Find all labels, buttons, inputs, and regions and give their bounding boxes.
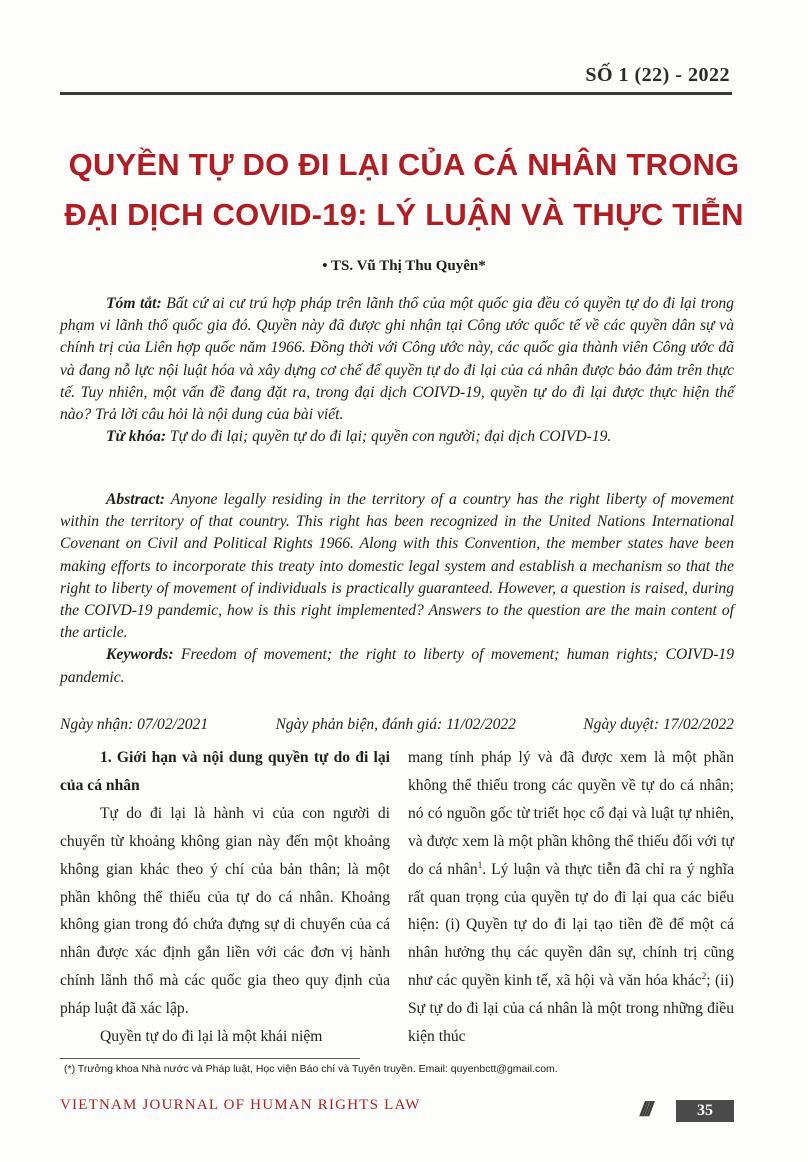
en-abstract — [60, 489, 734, 689]
left-paragraph-2: Quyền tự do đi lại là một khái niệm — [100, 1028, 323, 1046]
header-rule — [60, 92, 732, 95]
author-line: • TS. Vũ Thị Thu Quyên* — [322, 258, 486, 274]
dates-line — [60, 716, 734, 734]
issue-number: SỐ 1 (22) - 2022 — [585, 64, 730, 86]
journal-name: VIETNAM JOURNAL OF HUMAN RIGHTS LAW — [60, 1097, 421, 1113]
left-column — [60, 744, 390, 1051]
page-number: 35 — [676, 1100, 734, 1122]
date-approved: Ngày duyệt: 17/02/2022 — [583, 716, 734, 733]
footnote-ref-1[interactable]: 1 — [477, 859, 483, 870]
footnote-ref-2[interactable]: 2 — [701, 971, 707, 982]
vi-abstract-text: Bất cứ ai cư trú hợp pháp trên lãnh thổ của một quốc gia đều có quyền tự do đi lại trong phạm vi lãnh thổ quốc gia đó. Quyền này đã được ghi nhận tại Công ước quốc tế về các quyền dân sự và chính trị của Liên hợp quốc năm 1966. Đồng thời với Công ước này, các quốc gia thành viên Công ước đã và đang nỗ lực nội luật hóa và xây dựng cơ chế để quyền tự do đi lại của cá nhân được bảo đảm trên thực tế. Tuy nhiên, một vấn đề đang đặt ra, trong đại dịch COIVD-19, quyền tự do đi lại được thực hiện thế nào? Trả lời câu hỏi là nội dung của bài viết. — [60, 295, 734, 424]
footnote-rule — [60, 1058, 360, 1059]
date-received: Ngày nhận: 07/02/2021 — [60, 716, 209, 733]
left-paragraph-1: Tự do đi lại là hành vi của con người di chuyển từ khoảng không gian này đến một khoảng không gian khác theo ý chí của bản thân; là một phần không thể thiếu của tự do cá nhân. Khoảng không gian trong đó chứa đựng sự di chuyển của cá nhân được xác định gắn liền với các đơn vị hành chính lãnh thổ mà các quốc gia theo quy định của pháp luật đã xác lập. — [60, 804, 390, 1018]
vi-keywords-label: Từ khóa: — [106, 428, 167, 446]
vi-abstract — [60, 293, 734, 448]
footnote: (*) Trưởng khoa Nhà nước và Pháp luật, Học viện Báo chí và Tuyên truyền. Email: quyenbctt@gmail.com. — [64, 1063, 558, 1075]
date-reviewed: Ngày phản biện, đánh giá: 11/02/2022 — [275, 716, 516, 733]
section-heading: 1. Giới hạn và nội dung quyền tự do đi lại của cá nhân — [60, 749, 390, 794]
en-abstract-text: Anyone legally residing in the territory of a country has the right liberty of movement within the territory of that country. This right has been recognized in the United Nations International Covenant on Civil and Political Rights 1966. Along with this Convention, the member states have been making efforts to incorporate this treaty into domestic legal system and establish a mechanism so that the right to liberty of movement of individuals is practically guaranteed. However, a question is raised, during the COIVD-19 pandemic, how is this right implemented? Answers to the question are the main content of the article. — [60, 491, 734, 642]
en-keywords-label: Keywords: — [106, 646, 174, 664]
right-paragraph: mang tính pháp lý và đã được xem là một phần không thể thiếu trong các quyền về tự do cá nhân; nó có nguồn gốc từ triết học cổ đại và luật tự nhiên, và được xem là một phần không thể thiếu đối với tự do cá nhân$^1$. Lý luận và thực tiễn đã chỉ ra ý nghĩa rất quan trọng của quyền tự do đi lại qua các biểu hiện: (i) Quyền tự do đi lại tạo tiền đề để một cá nhân hưởng thụ các quyền dân sự, chính trị cũng như các quyền kinh tế, xã hội và văn hóa khác$^2$; (ii) Sự tự do đi lại của cá nhân là một trong những điều kiện thúc — [408, 749, 735, 1046]
en-keywords: Freedom of movement; the right to liberty of movement; human rights; COIVD-19 pandemic. — [60, 646, 734, 686]
vi-abstract-label: Tóm tắt: — [106, 295, 162, 312]
article-title: QUYỀN TỰ DO ĐI LẠI CỦA CÁ NHÂN TRONG ĐẠI DỊCH COVID-19: LÝ LUẬN VÀ THỰC TIỄN — [64, 147, 744, 232]
right-column — [408, 744, 734, 1051]
en-abstract-label: Abstract: — [106, 491, 165, 508]
vi-keywords: Tự do đi lại; quyền tự do đi lại; quyền con người; đại dịch COIVD-19. — [166, 428, 612, 446]
decorative-slashes: //// — [640, 1099, 651, 1121]
